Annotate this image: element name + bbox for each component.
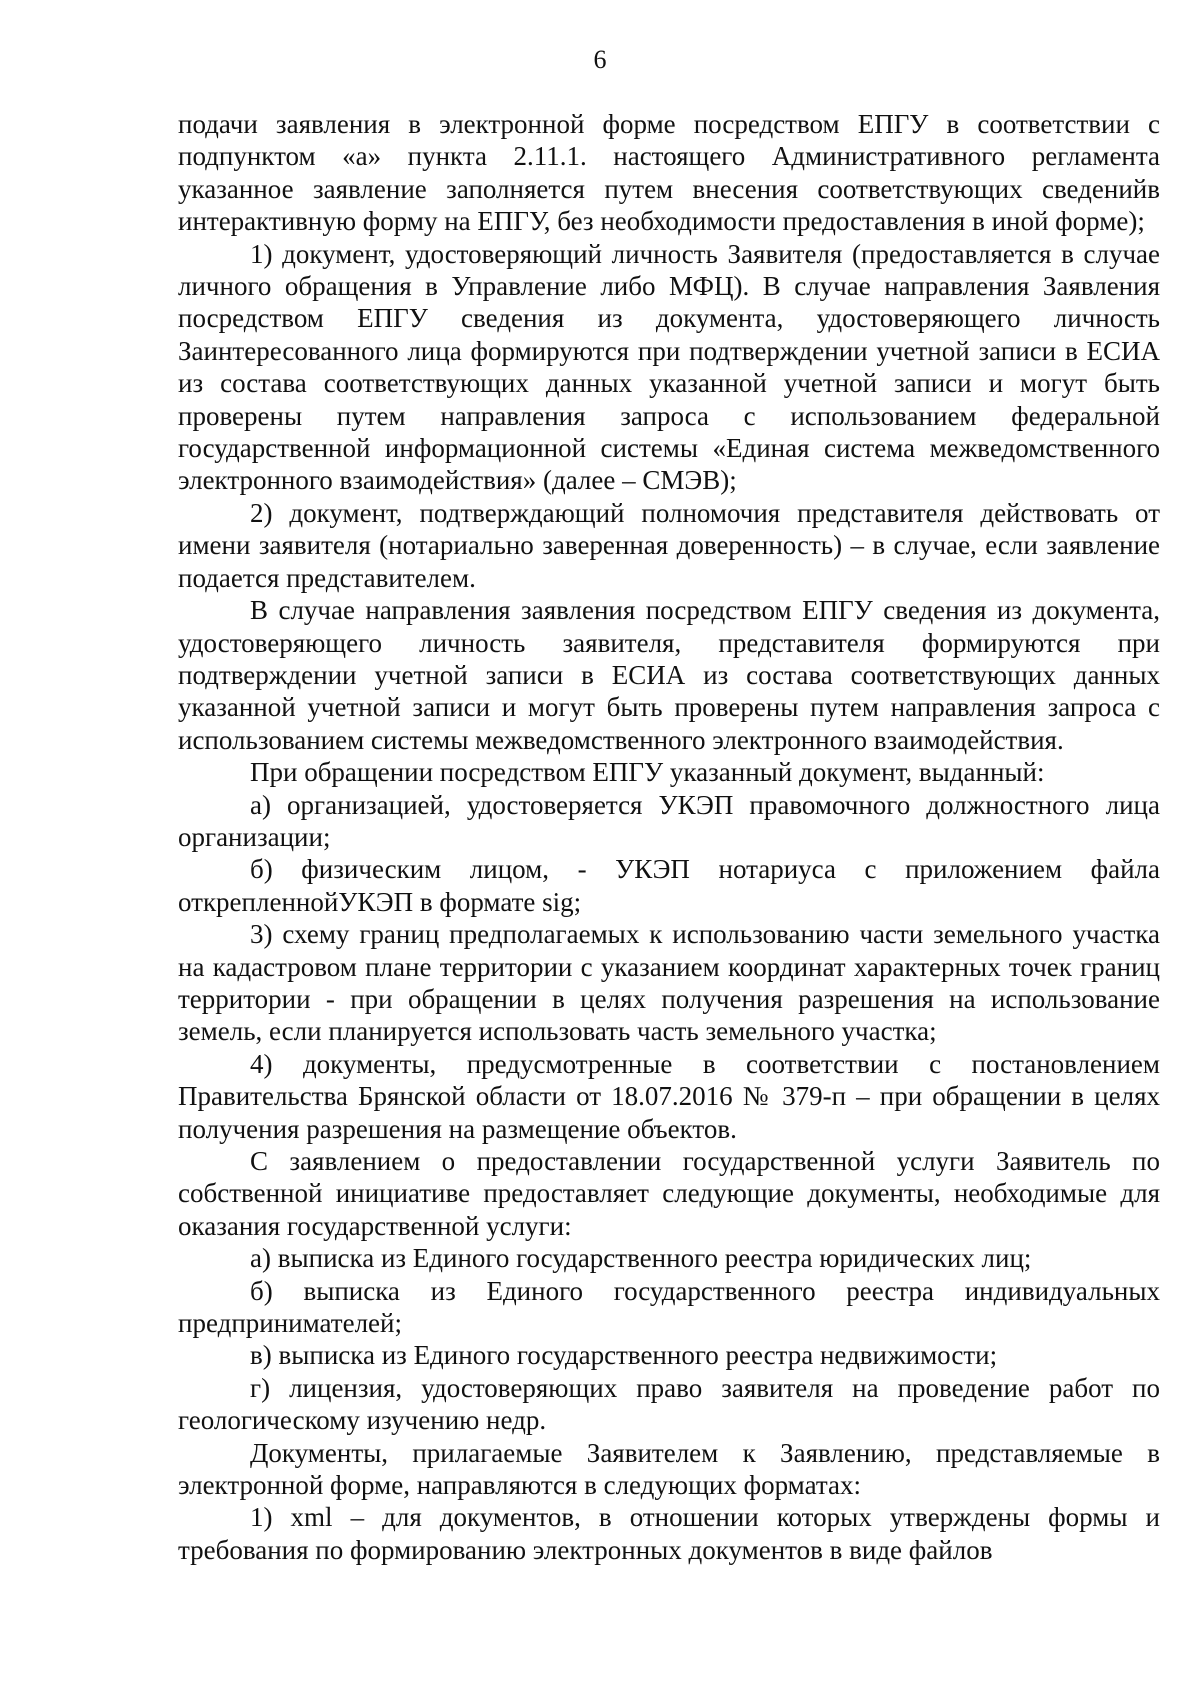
paragraph-own-initiative-documents: С заявлением о предоставлении государственной услуги Заявитель по собственной инициативе предоставляет следующие документы, необходимые для оказания государственной услуги: (178, 1146, 1160, 1241)
paragraph-item-2-power-of-attorney: 2) документ, подтверждающий полномочия представителя действовать от имени заявителя (нотариально заверенная доверенность) – в случае, если заявление подается представителем. (178, 497, 1160, 593)
paragraph-item-3-boundary-scheme: 3) схему границ предполагаемых к использованию части земельного участка на кадастровом плане территории с указанием координат характерных точек границ территории - при обращении в целях получения разрешения на использование земель, если планируется использовать часть земельного участка; (178, 919, 1160, 1047)
paragraph-item-1-xml: 1) xml – для документов, в отношении которых утверждены формы и требования по формированию электронных документов в виде файлов (178, 1502, 1160, 1565)
paragraph-application-electronic: подачи заявления в электронной форме посредством ЕПГУ в соответствии с подпунктом «а» пункта 2.11.1. настоящего Административного регламента указанное заявление заполняется путем внесения соответствующих сведенийв интерактивную форму на ЕПГУ, без необходимости предоставления в иной форме); (178, 109, 1160, 237)
paragraph-item-d-license: г) лицензия, удостоверяющих право заявителя на проведение работ по геологическому изучению недр. (178, 1372, 1160, 1436)
paragraph-electronic-formats: Документы, прилагаемые Заявителем к Заявлению, представляемые в электронной форме, направляются в следующих форматах: (178, 1437, 1160, 1501)
paragraph-item-4-regional-decree: 4) документы, предусмотренные в соответствии с постановлением Правительства Брянской области от 18.07.2016 № 379-п – при обращении в целях получения разрешения на размещение объектов. (178, 1048, 1160, 1144)
paragraph-item-c-real-estate-registry: в) выписка из Единого государственного реестра недвижимости; (250, 1340, 998, 1371)
page-number: 6 (593, 45, 607, 74)
paragraph-item-a-organization: а) организацией, удостоверяется УКЭП правомочного должностного лица организации; (178, 789, 1160, 852)
paragraph-epgu-document-issued: При обращении посредством ЕПГУ указанный документ, выданный: (250, 757, 1045, 788)
paragraph-item-b-individual: б) физическим лицом, - УКЭП нотариуса с приложением файла открепленнойУКЭП в формате sig; (178, 854, 1160, 917)
paragraph-item-b-entrepreneurs-registry: б) выписка из Единого государственного реестра индивидуальных предпринимателей; (178, 1275, 1160, 1339)
document-body (178, 108, 1160, 1566)
paragraph-epgu-identity-info: В случае направления заявления посредством ЕПГУ сведения из документа, удостоверяющего личность заявителя, представителя формируются при подтверждении учетной записи в ЕСИА из состава соответствующих данных указанной учетной записи и могут быть проверены путем направления запроса с использованием системы межведомственного электронного взаимодействия. (178, 595, 1160, 755)
paragraph-item-1-identity-document: 1) документ, удостоверяющий личность Заявителя (предоставляется в случае личного обращения в Управление либо МФЦ). В случае направления Заявления посредством ЕПГУ сведения из документа, удостоверяющего личность Заинтересованного лица формируются при подтверждении учетной записи в ЕСИА из состава соответствующих данных указанной учетной записи и могут быть проверены путем направления запроса с использованием федеральной государственной информационной системы «Единая система межведомственного электронного взаимодействия» (далее – СМЭВ); (178, 238, 1160, 496)
paragraph-item-a-legal-entities-registry: а) выписка из Единого государственного реестра юридических лиц; (250, 1243, 1032, 1274)
